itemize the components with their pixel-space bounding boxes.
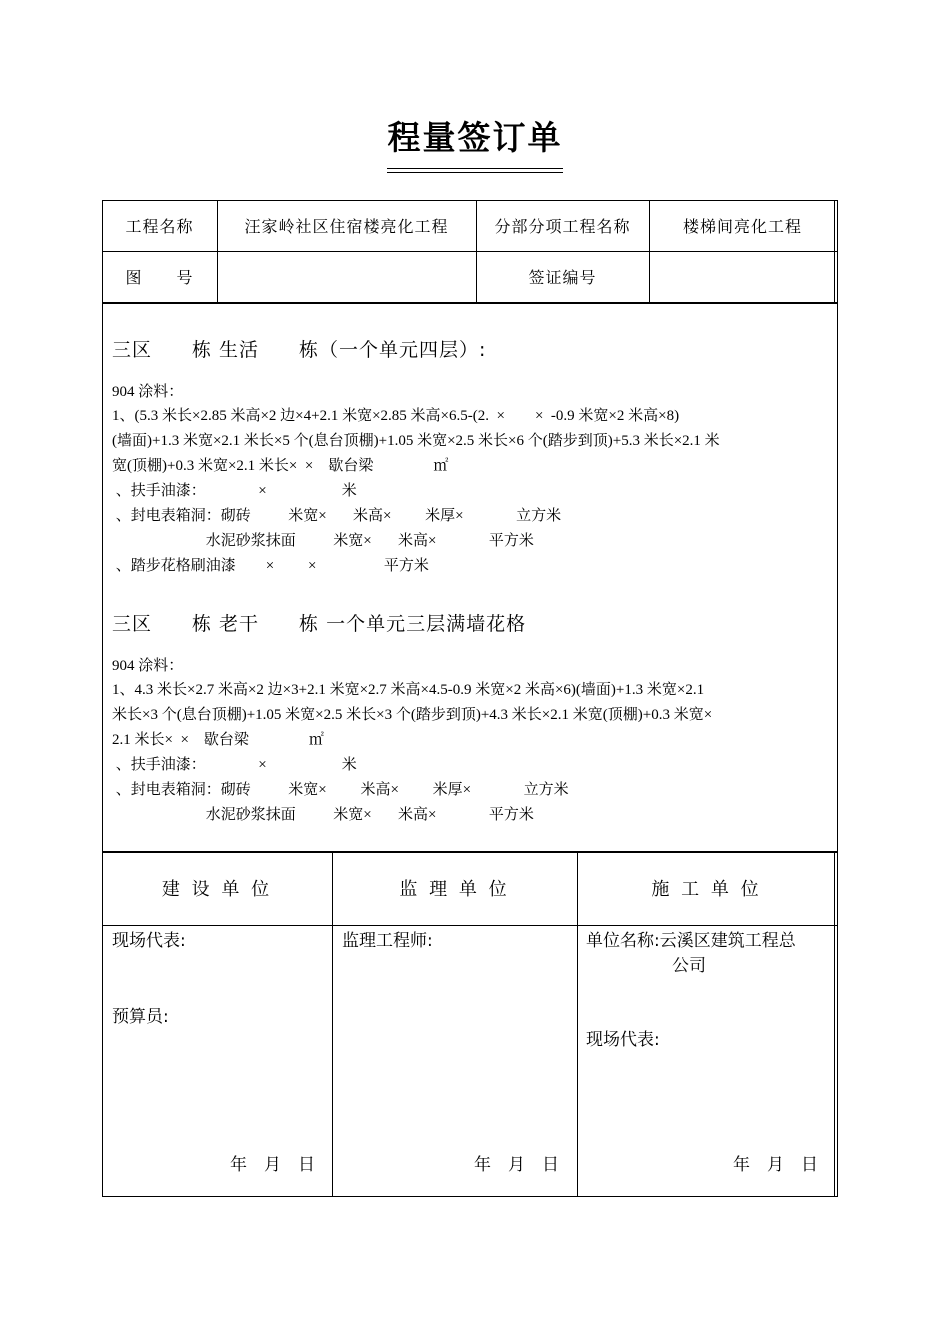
project-name-label: 工程名称 — [125, 217, 194, 236]
section1-line: 1、(5.3 米长×2.85 米高×2 边×4+2.1 米宽×2.85 米高×6.5-(2. × × -0.9 米宽×2 米高×8) — [112, 408, 680, 424]
section1-line: (墙面)+1.3 米宽×2.1 米长×5 个(息台顶棚)+1.05 米宽×2.5 米长×6 个(踏步到顶)+5.3 米长×2.1 米 — [112, 433, 720, 449]
contractor-date: 年 月 日 — [733, 1155, 818, 1175]
section1-line: 水泥砂浆抹面 米宽× 米高× 平方米 — [112, 533, 534, 549]
section2-line: 1、4.3 米长×2.7 米高×2 边×3+2.1 米宽×2.7 米高×4.5-0.9 米宽×2 米高×6)(墙面)+1.3 米宽×2.1 — [112, 682, 705, 698]
owner-date: 年 月 日 — [230, 1155, 315, 1175]
section2-line: 、封电表箱洞：砌砖 米宽× 米高× 米厚× 立方米 — [112, 782, 569, 798]
supervisor-date: 年 月 日 — [474, 1155, 559, 1175]
section1-line: 、扶手油漆： × 米 — [112, 483, 357, 499]
contractor-name-line2: 公司 — [672, 956, 706, 976]
owner-header: 建 设 单 位 — [161, 879, 273, 900]
section2-line: 2.1 米长× × 歇台梁 ㎡ — [112, 732, 324, 748]
supervisor-engineer-label: 监理工程师: — [342, 931, 433, 951]
visa-no-label: 签证编号 — [528, 268, 597, 287]
section1-line: 、踏步花格刷油漆 × × 平方米 — [112, 558, 429, 574]
section1-heading: 三区 栋 生活 栋（一个单元四层）: — [112, 339, 487, 361]
project-name-value: 汪家岭社区住宿楼亮化工程 — [244, 217, 449, 236]
sub-project-label: 分部分项工程名称 — [494, 217, 631, 236]
section2-line: 、扶手油漆： × 米 — [112, 757, 357, 773]
drawing-no-label: 图 号 — [125, 268, 194, 287]
section2-line: 米长×3 个(息台顶棚)+1.05 米宽×2.5 米长×3 个(踏步到顶)+4.3 米长×2.1 米宽(顶棚)+0.3 米宽× — [112, 707, 713, 723]
contractor-name-line1: 单位名称:云溪区建筑工程总 — [586, 931, 796, 951]
contractor-rep-label: 现场代表: — [586, 1030, 660, 1050]
contractor-header: 施 工 单 位 — [651, 879, 762, 900]
visa-no-value — [649, 251, 836, 302]
section2-heading: 三区 栋 老干 栋 一个单元三层满墙花格 — [112, 613, 527, 635]
section2-line: 水泥砂浆抹面 米宽× 米高× 平方米 — [112, 807, 534, 823]
page-title: 程量签订单 — [387, 118, 563, 157]
section2-line: 904 涂料： — [112, 658, 184, 674]
section1-line: 、封电表箱洞：砌砖 米宽× 米高× 米厚× 立方米 — [112, 508, 562, 524]
section1-line: 宽(顶棚)+0.3 米宽×2.1 米长× × 歇台梁 ㎡ — [112, 458, 449, 474]
title-underline-bottom — [387, 172, 563, 173]
owner-rep-label: 现场代表: — [112, 931, 186, 951]
title-underline-top — [387, 168, 563, 169]
section1-line: 904 涂料： — [112, 384, 184, 400]
supervisor-header: 监 理 单 位 — [399, 879, 510, 900]
owner-budget-label: 预算员: — [112, 1007, 169, 1027]
drawing-no-value — [217, 251, 476, 302]
sub-project-value: 楼梯间亮化工程 — [682, 217, 802, 236]
